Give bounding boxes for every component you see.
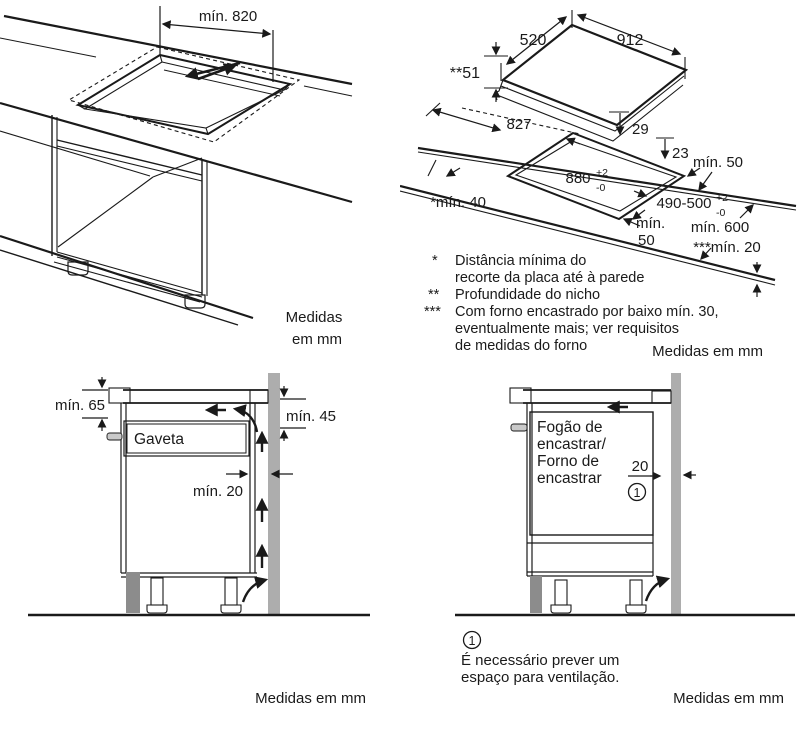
dim-490-500-label: 490-500 — [656, 195, 712, 212]
wall — [268, 373, 280, 614]
footnote-3-marker: *** — [424, 304, 441, 320]
dimension-520 — [501, 10, 572, 81]
dimension-23 — [656, 138, 689, 162]
footnote-3-line-3: de medidas do forno — [455, 338, 588, 354]
dim-490-tol-minus: -0 — [716, 207, 726, 219]
dim-23-label: 23 — [672, 145, 689, 162]
cabinet-feet — [551, 580, 646, 613]
dim-min65-label: mín. 65 — [54, 397, 106, 414]
plinth-leg — [126, 572, 140, 613]
plinth-leg — [530, 576, 542, 613]
dim-820-label: mín. 820 — [198, 8, 258, 25]
dim-min50-top-label: mín. 50 — [692, 154, 744, 171]
hinge-pin — [107, 433, 122, 440]
wall — [671, 373, 681, 614]
dimension-min-820 — [160, 6, 273, 82]
dim-min45-label: mín. 45 — [286, 408, 337, 425]
units-note — [286, 309, 343, 348]
note-line-1: É necessário prever um — [461, 652, 620, 669]
dim-min50-bottom-l2: 50 — [638, 232, 655, 249]
dimension-min45 — [280, 386, 336, 441]
dimension-51-thickness — [450, 42, 508, 102]
dim-min600-label: mín. 600 — [690, 219, 750, 236]
cabinet-feet — [147, 578, 241, 613]
footnotes — [424, 253, 719, 354]
dim-51-label: **51 — [449, 65, 480, 82]
dimension-912 — [578, 15, 685, 79]
footnote-3-line-1: Com forno encastrado por baixo mín. 30, — [455, 304, 719, 320]
cutout-hole — [78, 55, 290, 134]
dimension-min65 — [55, 377, 108, 431]
dim-min20-label: mín. 20 — [193, 483, 244, 500]
units-line-1: Medidas — [285, 309, 343, 326]
ventilation-note — [461, 632, 619, 687]
worktop-and-hob-profile — [109, 388, 268, 403]
callout-1-badge — [629, 484, 646, 501]
units-line-2: em mm — [292, 331, 342, 348]
appliance-label-line-1: Fogão de — [537, 419, 603, 436]
footnote-1-line-1: Distância mínima do — [455, 253, 587, 269]
dim-880-tol-plus: +2 — [596, 167, 608, 179]
dimension-20 — [628, 458, 696, 476]
units-note: Medidas em mm — [652, 343, 763, 360]
appliance-label-line-2: encastrar/ — [537, 436, 606, 453]
dim-520-label: 520 — [519, 32, 547, 49]
panel-hob-niche-dimensions — [400, 0, 800, 370]
appliance-label-line-3: Forno de — [537, 453, 600, 470]
footnote-3-line-2: eventualmente mais; ver requisitos — [455, 321, 680, 337]
footnote-2-marker: ** — [428, 287, 440, 303]
worktop-and-hob-profile — [510, 388, 671, 403]
units-note: Medidas em mm — [673, 690, 784, 707]
dim-29-label: 29 — [632, 121, 649, 138]
note-marker: 1 — [468, 634, 476, 648]
panel-side-section-oven — [400, 370, 800, 741]
hinge-pin — [511, 424, 527, 431]
units-note: Medidas em mm — [255, 690, 366, 707]
footnote-1-marker: * — [432, 253, 438, 269]
footnote-2-line-1: Profundidade do nicho — [455, 287, 601, 303]
dim-min40-label: *mín. 40 — [430, 194, 486, 211]
dimension-880 — [565, 139, 646, 196]
dim-min20-label: ***mín. 20 — [693, 239, 761, 256]
callout-1-number: 1 — [633, 486, 641, 500]
footnote-1-line-2: recorte da placa até à parede — [455, 270, 645, 286]
appliance-label-line-4: encastrar — [537, 470, 602, 487]
dimension-min50-top — [693, 154, 743, 190]
dim-20-label: 20 — [631, 458, 649, 475]
panel-worktop-cutout-isometric — [0, 0, 400, 370]
drawer-label: Gaveta — [134, 431, 184, 448]
drawer — [124, 421, 249, 456]
floor-lines — [0, 236, 253, 325]
note-line-2: espaço para ventilação. — [461, 669, 620, 686]
dim-min50-bottom-l1: mín. — [636, 215, 666, 232]
dim-490-tol-plus: +2 — [716, 192, 728, 204]
dimension-827 — [426, 103, 532, 133]
dim-912-label: 912 — [616, 32, 644, 49]
dim-827-label: 827 — [506, 116, 532, 133]
panel-side-section-drawer — [0, 370, 400, 741]
dim-880-tol-minus: -0 — [596, 182, 606, 194]
dimension-min40 — [428, 160, 486, 211]
dim-880-label: 880 — [565, 170, 591, 187]
worktop-surface-lines — [0, 16, 352, 202]
